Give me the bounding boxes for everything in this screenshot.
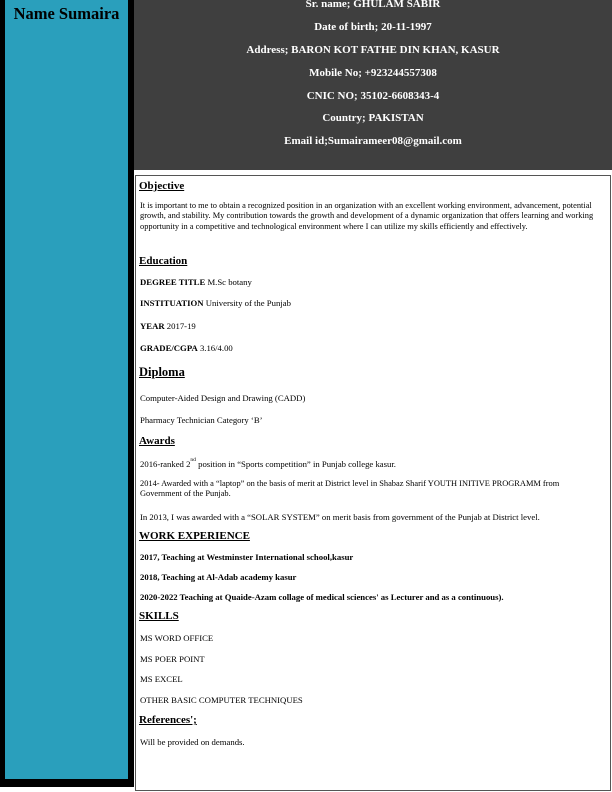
country: Country; PAKISTAN xyxy=(322,112,424,124)
award-text: 2016-ranked 2 xyxy=(140,459,191,469)
father-name: Sr. name; GHULAM SABIR xyxy=(305,0,441,10)
award-item: In 2013, I was awarded with a “SOLAR SYSTEM” on merit basis from government of the Punjab at District level. xyxy=(140,512,540,522)
year-row xyxy=(140,321,196,331)
year-label: YEAR xyxy=(140,321,165,331)
year-value: 2017-19 xyxy=(164,321,196,331)
grade-row xyxy=(140,343,233,353)
resume-body xyxy=(135,175,611,791)
grade-value: 3.16/4.00 xyxy=(197,343,233,353)
objective-text: It is important to me to obtain a recognized position in an organization with an excellent working environment, advancement, potential growth, and stability. My contribution towards the growth and development of a dynamic organization that offers learning and working opportunity in a competitive and technological environment where I can utilize my skills efficiently and effectively. xyxy=(140,201,594,231)
email: Email id;Sumairameer08@gmail.com xyxy=(284,135,462,147)
degree-value: M.Sc botany xyxy=(205,277,252,287)
diploma-item: Pharmacy Technician Category ‘B’ xyxy=(140,415,263,425)
objective-heading: Objective xyxy=(139,180,185,192)
education-heading: Education xyxy=(139,255,188,267)
institution-value: University of the Punjab xyxy=(203,298,291,308)
grade-label: GRADE/CGPA xyxy=(140,343,198,353)
skills-heading: SKILLS xyxy=(139,610,179,622)
institution-row xyxy=(140,298,291,308)
address: Address; BARON KOT FATHE DIN KHAN, KASUR xyxy=(246,44,500,56)
references-text: Will be provided on demands. xyxy=(140,737,245,747)
institution-label: INSTITUATION xyxy=(140,298,204,308)
award-ordinal: nd xyxy=(190,457,196,463)
diploma-item: Computer-Aided Design and Drawing (CADD) xyxy=(140,393,306,403)
award-item xyxy=(140,459,396,469)
skill-item: MS POER POINT xyxy=(140,654,205,664)
work-item: 2020-2022 Teaching at Quaide-Azam collage of medical sciences' as Lecturer and as a continuous). xyxy=(140,592,504,602)
degree-label: DEGREE TITLE xyxy=(140,277,206,287)
sidebar xyxy=(0,0,134,787)
mobile-number: Mobile No; +923244557308 xyxy=(309,67,437,79)
work-item: 2017, Teaching at Westminster International school,kasur xyxy=(140,552,354,562)
degree-row xyxy=(140,277,252,287)
awards-heading: Awards xyxy=(139,435,175,447)
work-heading: WORK EXPERIENCE xyxy=(139,530,250,542)
award-text: position in “Sports competition” in Punjab college kasur. xyxy=(195,459,396,469)
award-item: 2014- Awarded with a “laptop” on the basis of merit at District level in Shabaz Sharif YOUTH INITIVE PROGRAMM from Government of the Punjab. xyxy=(140,479,560,499)
skill-item: OTHER BASIC COMPUTER TECHNIQUES xyxy=(140,695,303,705)
skill-item: MS EXCEL xyxy=(140,674,183,684)
contact-header xyxy=(134,0,612,170)
diploma-heading: Diploma xyxy=(139,365,185,379)
date-of-birth: Date of birth; 20-11-1997 xyxy=(314,21,432,33)
work-item: 2018, Teaching at Al-Adab academy kasur xyxy=(140,572,297,582)
candidate-name: Name Sumaira xyxy=(13,4,120,23)
skill-item: MS WORD OFFICE xyxy=(140,633,214,643)
sidebar-panel xyxy=(5,0,128,779)
cnic-number: CNIC NO; 35102-6608343-4 xyxy=(306,90,440,102)
references-heading: References'; xyxy=(139,714,197,726)
